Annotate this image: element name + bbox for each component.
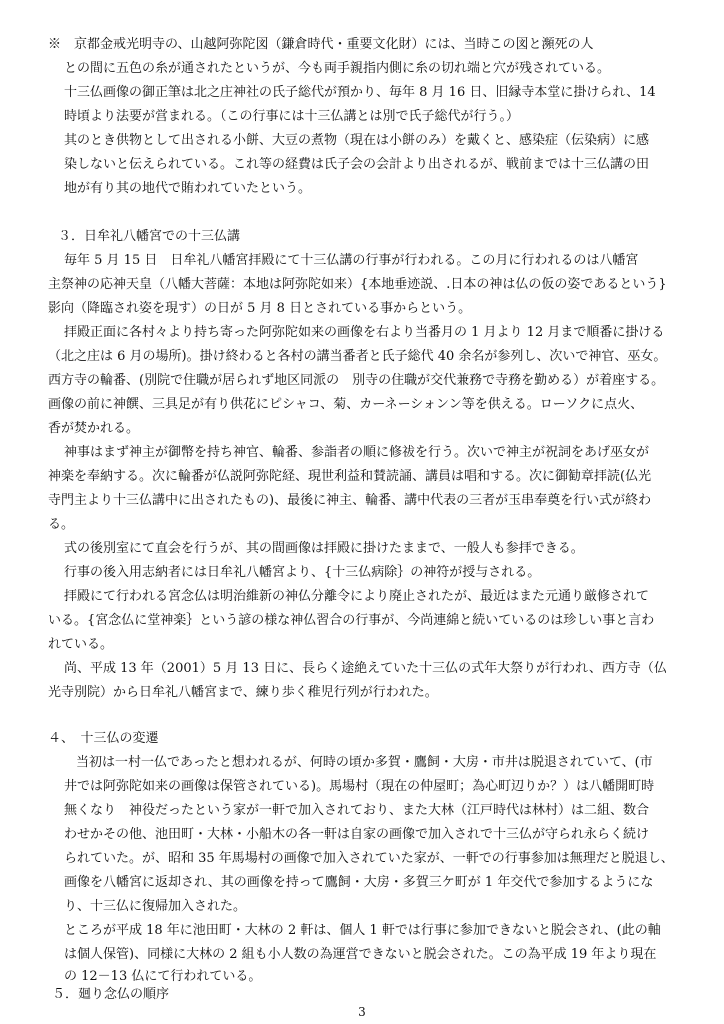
note-line: 地が有り其の地代で賄われていたという。 bbox=[64, 181, 312, 196]
paragraph-line: 尚、平成 13 年（2001）5 月 13 日に、長らく途絶えていた十三仏の式年大祭りが行われ、西方寺（仏 bbox=[64, 661, 667, 676]
section-heading: ５．廻り念仏の順序 bbox=[52, 987, 170, 1002]
note-line: 染しないと伝えられている。これ等の経費は氏子会の会計より出されるが、戦前までは十三仏講の田 bbox=[64, 157, 650, 172]
paragraph-line: の 12－13 仏にて行われている。 bbox=[64, 969, 262, 984]
paragraph-line: ところが平成 18 年に池田町・大林の 2 軒は、個人 1 軒では行事に参加できないと脱会され、(此の軸 bbox=[64, 923, 661, 938]
paragraph-line: 当初は一村一仏であったと想われるが、何時の頃か多賀・鷹飼・大房・市井は脱退されていて、(市 bbox=[76, 755, 653, 770]
paragraph-line: 香が焚かれる。 bbox=[48, 421, 140, 436]
paragraph-line: り、十三仏に復帰加入された。 bbox=[64, 899, 247, 914]
paragraph-line: 式の後別室にて直会を行うが、其の間画像は拝殿に掛けたままで、一般人も参拝できる。 bbox=[64, 541, 584, 556]
paragraph-line: 拝殿にて行われる宮念仏は明治維新の神仏分離令により廃止されたが、最近はまた元通り厳修されて bbox=[64, 589, 650, 604]
paragraph-line: わせかその他、池田町・大林・小船木の各一軒は自家の画像で加入されで十三仏が守られ永らく続け bbox=[64, 827, 650, 842]
paragraph-line: いる。{宮念仏に堂神楽｝という諺の様な神仏習合の行事が、今尚連綿と続いているのは珍しい事と言わ bbox=[48, 613, 655, 628]
paragraph-line: 寺門主より十三仏講中に出されたもの)、最後に神主、輪番、講中代表の三者が玉串奉奠を行い式が終わ bbox=[48, 493, 652, 508]
paragraph-line: る。 bbox=[48, 517, 75, 532]
paragraph-line: 西方寺の輪番、(別院で住職が居られず地区同派の 別寺の住職が交代兼務で寺務を勤める）が着座する。 bbox=[48, 373, 665, 388]
paragraph-line: られていた。が、昭和 35 年馬場村の画像で加入されていた家が、一軒での行事参加は無理だと脱退し、 bbox=[64, 851, 674, 866]
section-heading: ３．日牟礼八幡宮での十三仏講 bbox=[58, 229, 241, 244]
paragraph-line: 光寺別院）から日牟礼八幡宮まで、練り歩く稚児行列が行われた。 bbox=[48, 685, 438, 700]
paragraph-line: 井では阿弥陀如来の画像は保管されている)。馬場村（現在の仲屋町；為心町辺りか？）は八幡開町時 bbox=[64, 779, 655, 794]
note-line: 其のとき供物として出される小餅、大豆の煮物（現在は小餅のみ）を戴くと、感染症（伝染病）に感 bbox=[64, 133, 650, 148]
paragraph-line: 主祭神の応神天皇（八幡大菩薩：本地は阿弥陀如来）{本地垂迹説、.日本の神は仏の仮の姿であるという} bbox=[48, 277, 667, 292]
paragraph-line: 画像を八幡宮に返却され、其の画像を持って鷹飼・大房・多賀三ケ町が 1 年交代で参加するようにな bbox=[64, 875, 654, 890]
note-line: 十三仏画像の御正筆は北之庄神社の氏子総代が預かり、毎年 8 月 16 日、旧縁寺本堂に掛けられ、14 bbox=[64, 85, 656, 100]
paragraph-line: （北之庄は 6 月の場所)。掛け終わると各村の講当番者と氏子総代 40 余名が参列し、次いで神官、巫女。 bbox=[48, 349, 667, 364]
paragraph-line: 拝殿正面に各村々より持ち寄った阿弥陀如来の画像を右より当番月の 1 月より 12 月まで順番に掛ける bbox=[64, 325, 665, 340]
paragraph-line: 画像の前に神饌、三具足が有り供花にピシャコ、菊、カーネーシォンン等を供える。ローソクに点火、 bbox=[48, 397, 644, 412]
note-line: との間に五色の糸が通されたというが、今も両手親指内側に糸の切れ端と穴が残されている。 bbox=[64, 61, 611, 76]
note-line: 時頃より法要が営まれる。（この行事には十三仏講とは別で氏子総代が行う。） bbox=[64, 109, 520, 124]
note-line: ※ 京都金戒光明寺の、山越阿弥陀図（鎌倉時代・重要文化財）には、当時この図と瀕死の人 bbox=[48, 37, 594, 52]
paragraph-line: 毎年 5 月 15 日 日牟礼八幡宮拝殿にて十三仏講の行事が行われる。この月に行われるのは八幡宮 bbox=[64, 253, 639, 268]
paragraph-line: 神事はまず神主が御幣を持ち神官、輪番、参詣者の順に修祓を行う。次いで神主が祝詞をあげ巫女が bbox=[64, 445, 650, 460]
paragraph-line: 神楽を奉納する。次に輪番が仏説阿弥陀経、現世利益和賛読誦、講員は唱和する。次に御勧章拝読(仏光 bbox=[48, 469, 652, 484]
page-number: 3 bbox=[358, 1005, 366, 1019]
paragraph-line: 影向（降臨され姿を現す）の日が 5 月 8 日とされている事からという。 bbox=[48, 301, 472, 316]
paragraph-line: 無くなり 神役だったという家が一軒で加入されており、また大林（江戸時代は林村）は二組、数合 bbox=[64, 803, 650, 818]
paragraph-line: は個人保管)、同様に大林の 2 組も小人数の為運営できないと脱会された。この為平成 19 年より現在 bbox=[64, 947, 657, 962]
paragraph-line: 行事の後入用志納者には日牟礼八幡宮より、{十三仏病除｝の神符が授与される。 bbox=[64, 565, 541, 580]
paragraph-line: れている。 bbox=[48, 637, 114, 652]
section-heading: ４、 十三仏の変遷 bbox=[48, 731, 159, 746]
